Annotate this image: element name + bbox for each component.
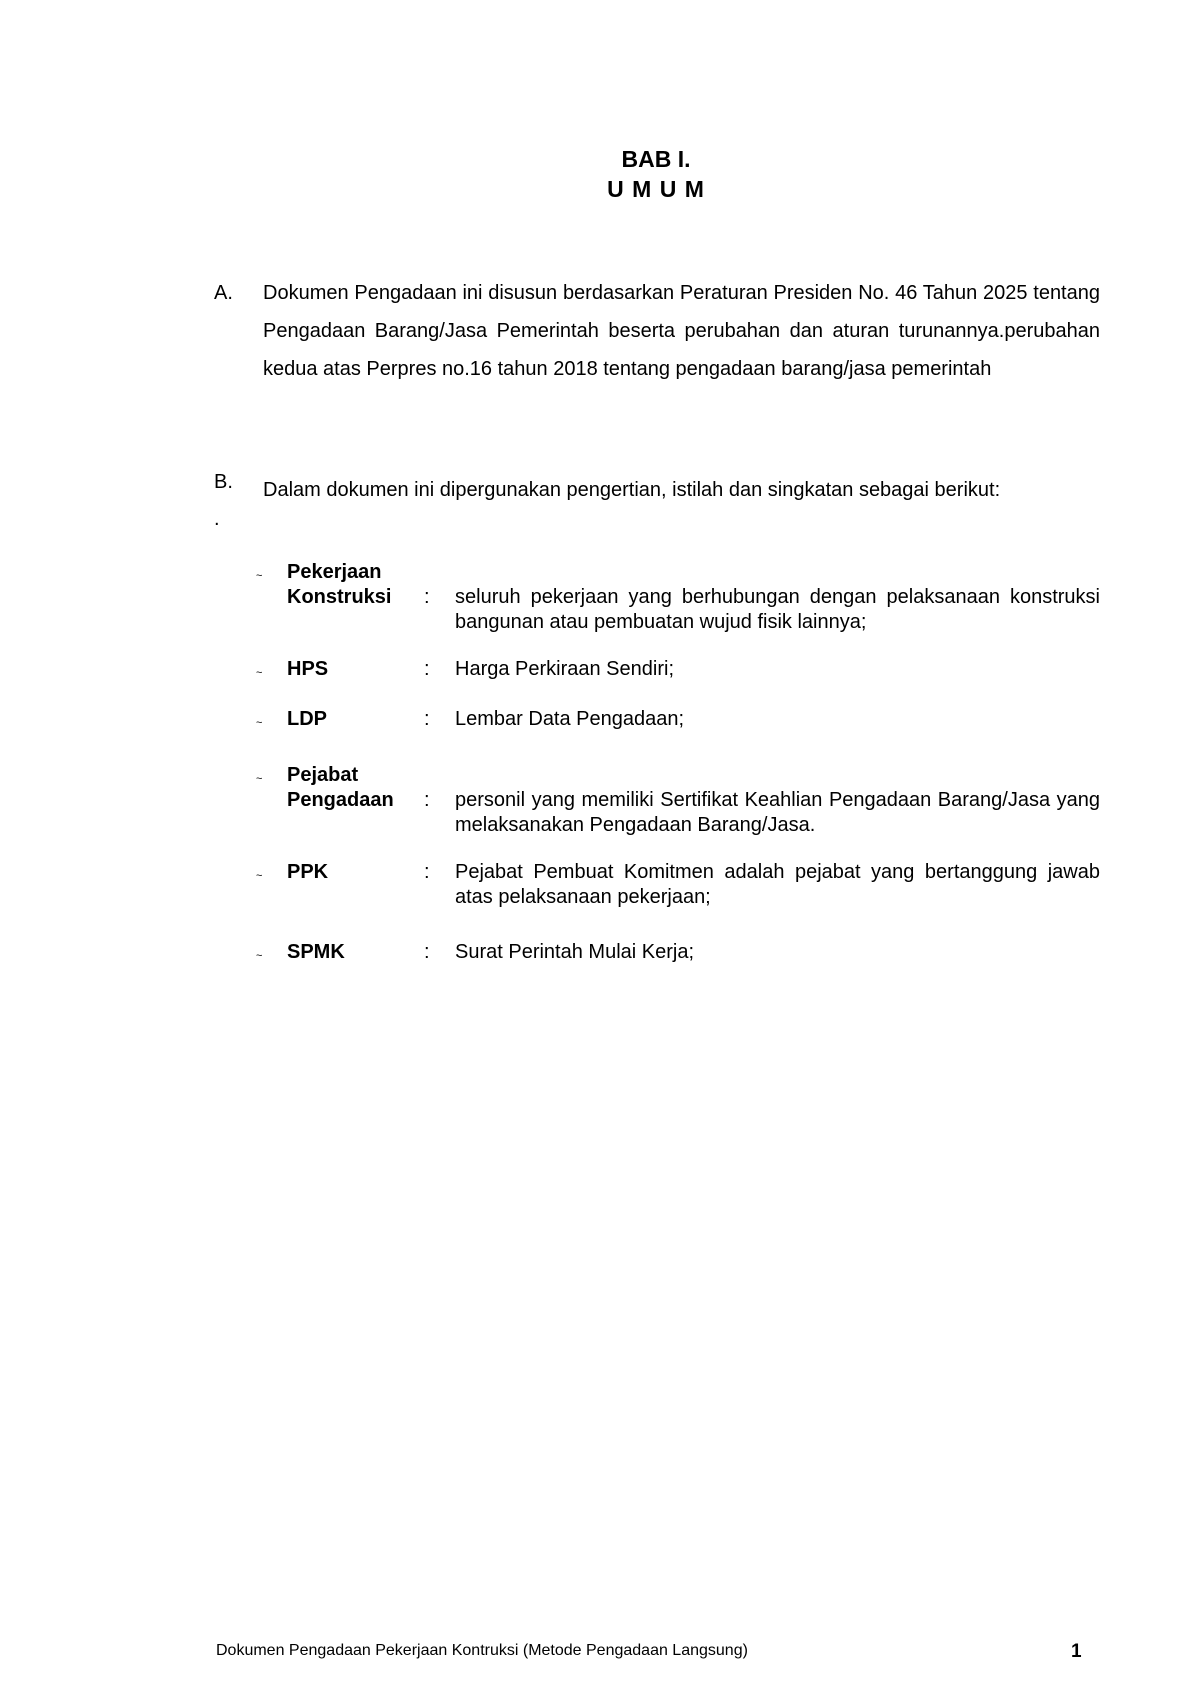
bullet-icon: ~ (256, 773, 263, 785)
bullet-icon: ~ (256, 717, 263, 729)
definition-desc: Harga Perkiraan Sendiri; (455, 658, 674, 680)
definition-term (287, 763, 417, 813)
definition-colon: : (424, 941, 430, 963)
section-a-marker: A. (214, 282, 233, 304)
definition-term: HPS (287, 658, 329, 680)
definition-colon: : (424, 658, 430, 680)
footer-text: Dokumen Pengadaan Pekerjaan Kontruksi (Metode Pengadaan Langsung) (216, 1642, 748, 1659)
term-line: Pejabat (287, 764, 359, 786)
definition-desc: seluruh pekerjaan yang berhubungan dengan pelaksanaan konstruksi bangunan atau pembuatan wujud fisik lainnya; (455, 586, 1100, 633)
definition-colon: : (424, 861, 430, 883)
chapter-heading: BAB I. (621, 146, 691, 172)
stray-dot: . (214, 508, 220, 530)
chapter-title: U M U M (607, 176, 705, 202)
definition-desc: Surat Perintah Mulai Kerja; (455, 941, 695, 963)
definition-desc: personil yang memiliki Sertifikat Keahlian Pengadaan Barang/Jasa yang melaksanakan Pengadaan Barang/Jasa. (455, 789, 1100, 836)
definition-desc: Lembar Data Pengadaan; (455, 708, 685, 730)
page-number: 1 (1071, 1641, 1082, 1662)
definition-colon: : (424, 586, 430, 608)
term-line: Pekerjaan (287, 561, 382, 583)
section-b-text: Dalam dokumen ini dipergunakan pengertian, istilah dan singkatan sebagai berikut: (263, 479, 1001, 501)
term-line: Pengadaan (287, 789, 394, 811)
section-a-text: Dokumen Pengadaan ini disusun berdasarkan Peraturan Presiden No. 46 Tahun 2025 tentang Pengadaan Barang/Jasa Pemerintah beserta perubahan dan aturan turunannya.perubahan kedua atas Perpres no.16 tahun 2018 tentang pengadaan barang/jasa pemerintah (263, 282, 1100, 380)
definition-desc: Pejabat Pembuat Komitmen adalah pejabat yang bertanggung jawab atas pelaksanaan pekerjaan; (455, 861, 1100, 908)
bullet-icon: ~ (256, 570, 263, 582)
definition-term: LDP (287, 708, 327, 730)
bullet-icon: ~ (256, 667, 263, 679)
definition-term: PPK (287, 861, 329, 883)
definition-term (287, 560, 417, 610)
section-b-marker: B. (214, 471, 233, 493)
bullet-icon: ~ (256, 950, 263, 962)
term-line: Konstruksi (287, 586, 392, 608)
bullet-icon: ~ (256, 870, 263, 882)
definition-term: SPMK (287, 941, 345, 963)
definition-colon: : (424, 708, 430, 730)
definition-colon: : (424, 789, 430, 811)
